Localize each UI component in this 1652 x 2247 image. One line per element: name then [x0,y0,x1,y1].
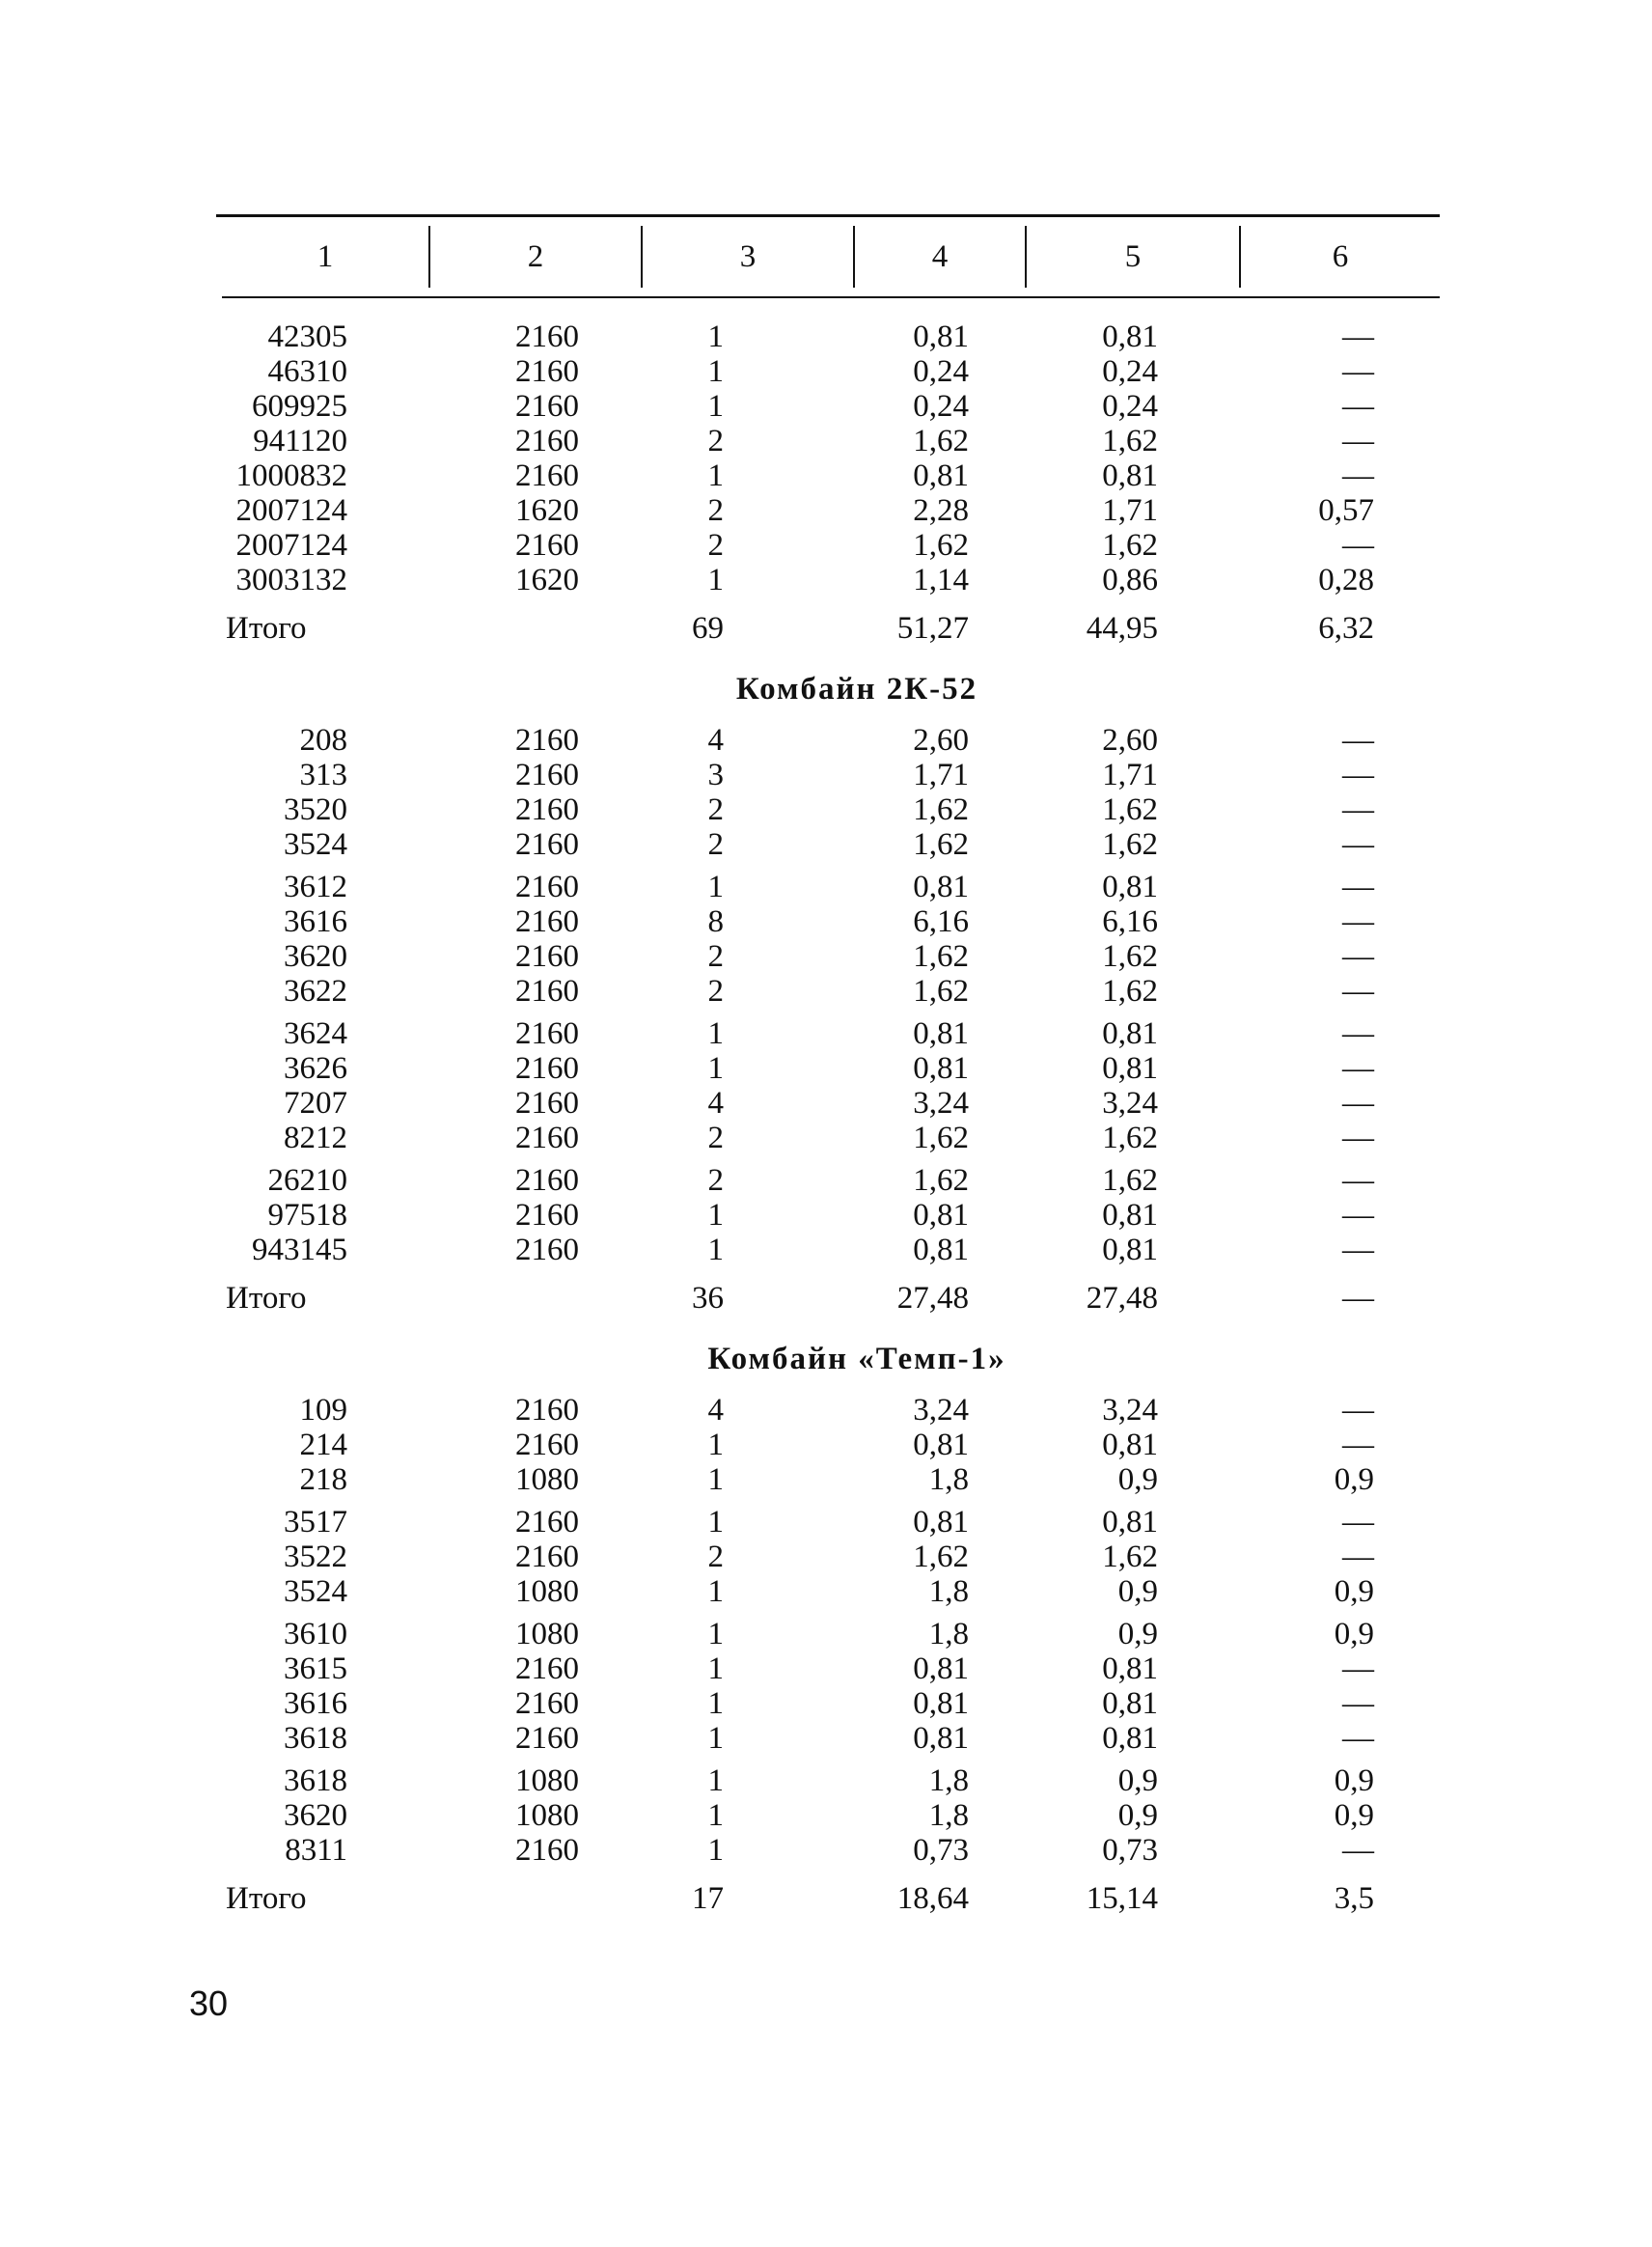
table-cell: — [1342,758,1374,792]
table-row [216,1121,1440,1155]
table-cell: 2 [707,1121,724,1155]
table-cell: 27,48 [896,1281,969,1316]
table-cell: 2160 [515,827,579,862]
table-cell: 3,24 [913,1393,969,1428]
table-cell: 1 [707,1198,724,1233]
table-cell: — [1342,389,1374,424]
table-cell: 1,62 [913,792,969,827]
table-cell: 1,62 [1102,1163,1158,1198]
table-cell: 2160 [515,939,579,974]
table-cell: 1,62 [1102,827,1158,862]
table-cell: — [1342,1281,1374,1316]
table-cell: 2 [707,424,724,458]
table-cell: 0,24 [913,389,969,424]
table-cell: 1080 [515,1574,579,1609]
table-cell: — [1342,1540,1374,1574]
table-cell: 26210 [267,1163,347,1198]
table-cell: 1,8 [928,1617,969,1651]
table-cell: 0,9 [1117,1798,1158,1833]
data-table [216,214,1440,1926]
column-header: 6 [1332,239,1349,274]
table-cell: 1,62 [913,827,969,862]
table-cell: 0,81 [1102,1233,1158,1267]
table-cell: 0,9 [1117,1763,1158,1798]
table-cell: — [1342,939,1374,974]
table-row [216,389,1440,424]
table-cell: 0,81 [913,1051,969,1086]
column-header: 2 [430,226,643,288]
table-cell: 1,8 [928,1574,969,1609]
table-row [216,1686,1440,1721]
table-cell: 1,8 [928,1462,969,1497]
table-cell: 313 [299,758,347,792]
table-cell: 0,81 [1102,870,1158,904]
table-cell: 2160 [515,1428,579,1462]
table-cell: 0,81 [913,1198,969,1233]
table-cell: 0,9 [1117,1574,1158,1609]
table-cell: 0,73 [913,1833,969,1868]
table-cell: 97518 [267,1198,347,1233]
table-cell: 1620 [515,563,579,597]
table-cell: 1 [707,319,724,354]
table-cell: 1 [707,1686,724,1721]
table-cell: 3618 [284,1763,347,1798]
table-cell: — [1342,1686,1374,1721]
table-cell: 0,24 [913,354,969,389]
table-cell: 17 [692,1881,724,1916]
table-cell: 2160 [515,319,579,354]
row-group-gap [216,1155,1440,1163]
table-cell: 2 [707,493,724,528]
table-cell: 2 [707,1540,724,1574]
table-cell [347,1271,579,1325]
table-cell: 941120 [253,424,347,458]
table-cell: 2160 [515,458,579,493]
table-cell: 2160 [515,1198,579,1233]
section-title: Комбайн 2К-52 [735,672,978,707]
table-cell: 3520 [284,792,347,827]
table-cell: — [1342,974,1374,1009]
table-cell: — [1342,319,1374,354]
table-cell: 1 [707,354,724,389]
table-cell: 0,73 [1102,1833,1158,1868]
table-cell: 6,32 [1318,611,1374,646]
table-cell: 3616 [284,904,347,939]
table-cell: — [1342,1233,1374,1267]
table-cell: 3,24 [1102,1086,1158,1121]
table-cell: — [1342,723,1374,758]
total-row [216,1872,1440,1926]
table-cell: 1,8 [928,1763,969,1798]
table-cell: 1,62 [1102,1540,1158,1574]
table-cell: 1,14 [913,563,969,597]
table-cell: 1 [707,1617,724,1651]
table-cell: 0,81 [913,1233,969,1267]
table-cell: 1,62 [1102,528,1158,563]
table-cell: 0,9 [1334,1462,1374,1497]
table-row [216,424,1440,458]
table-cell: 0,9 [1334,1798,1374,1833]
table-row [216,1617,1440,1651]
table-cell: 0,81 [1102,1051,1158,1086]
table-row [216,1051,1440,1086]
table-cell: 2160 [515,723,579,758]
table-cell: Итого [226,1881,307,1916]
table-cell: 0,81 [1102,1505,1158,1540]
table-cell: 0,86 [1102,563,1158,597]
table-row [216,493,1440,528]
table-cell: 4 [707,1086,724,1121]
table-cell: 2 [707,827,724,862]
table-cell: 2160 [515,1086,579,1121]
table-row [216,1540,1440,1574]
table-cell: 0,81 [1102,1428,1158,1462]
row-group-gap [216,1497,1440,1505]
table-cell: 2,28 [913,493,969,528]
table-row [216,563,1440,597]
table-cell: 18,64 [896,1881,969,1916]
table-cell: — [1342,1833,1374,1868]
table-cell: 1,62 [913,974,969,1009]
table-cell: 3003132 [235,563,347,597]
table-cell: 208 [299,723,347,758]
table-cell: 0,57 [1318,493,1374,528]
table-cell: — [1342,1651,1374,1686]
table-row [216,870,1440,904]
table-cell: — [1342,1505,1374,1540]
table-cell: 3517 [284,1505,347,1540]
table-cell: 0,81 [1102,1016,1158,1051]
table-cell: 51,27 [896,611,969,646]
table-cell: 0,9 [1117,1462,1158,1497]
table-row [216,723,1440,758]
table-cell: 1,62 [913,1121,969,1155]
table-cell: 1 [707,389,724,424]
table-cell: 214 [299,1428,347,1462]
table-cell: 8 [707,904,724,939]
table-cell: 3610 [284,1617,347,1651]
table-row [216,1086,1440,1121]
table-row [216,458,1440,493]
table-cell: 109 [299,1393,347,1428]
table-cell: 1 [707,1651,724,1686]
table-cell: 0,81 [1102,1721,1158,1756]
table-row [216,974,1440,1009]
table-cell: — [1342,1163,1374,1198]
table-cell: 2,60 [913,723,969,758]
table-cell: 2160 [515,354,579,389]
table-row [216,758,1440,792]
table-cell: — [1342,1016,1374,1051]
row-group-gap [216,1756,1440,1763]
table-cell: 2160 [515,1051,579,1086]
table-cell: 42305 [267,319,347,354]
row-group-gap [216,1009,1440,1016]
table-cell: 1,8 [928,1798,969,1833]
column-header: 1 [222,226,430,288]
table-cell: — [1342,1393,1374,1428]
table-cell: 2007124 [235,493,347,528]
table-cell: 2160 [515,758,579,792]
table-cell: 0,81 [913,1505,969,1540]
table-cell: 1 [707,870,724,904]
column-header: 5 [1027,226,1241,288]
table-row [216,1233,1440,1267]
table-cell: — [1342,1198,1374,1233]
table-cell: 1,71 [913,758,969,792]
table-cell: 3624 [284,1016,347,1051]
total-row [216,601,1440,655]
table-cell: 1000832 [235,458,347,493]
table-cell: 2160 [515,1233,579,1267]
table-cell: 0,24 [1102,389,1158,424]
table-cell: 2160 [515,1121,579,1155]
table-row [216,792,1440,827]
column-header: 4 [855,226,1027,288]
table-cell: — [1342,1721,1374,1756]
table-cell: 2160 [515,904,579,939]
table-cell: 1,62 [913,939,969,974]
table-cell: 2160 [515,1505,579,1540]
table-cell: Итого [226,1281,307,1316]
table-cell: 0,24 [1102,354,1158,389]
table-cell: 4 [707,1393,724,1428]
table-cell: 1 [707,1505,724,1540]
table-cell: — [1342,870,1374,904]
table-cell: — [1342,354,1374,389]
table-row [216,1763,1440,1798]
table-cell: — [1342,1121,1374,1155]
table-cell: 46310 [267,354,347,389]
table-cell: 8311 [285,1833,347,1868]
table-cell: 2007124 [235,528,347,563]
table-row [216,1016,1440,1051]
table-cell: 0,81 [1102,458,1158,493]
table-cell: 2160 [515,870,579,904]
table-cell: 1,62 [1102,939,1158,974]
table-cell: 6,16 [1102,904,1158,939]
table-cell: 2160 [515,424,579,458]
table-cell: 2160 [515,1393,579,1428]
table-row [216,1198,1440,1233]
table-cell: 0,81 [913,1686,969,1721]
table-cell: 27,48 [1086,1281,1158,1316]
table-cell: 2160 [515,1540,579,1574]
table-cell: 3 [707,758,724,792]
table-cell: 1 [707,1833,724,1868]
table-cell: 44,95 [1086,611,1158,646]
table-cell: 1080 [515,1462,579,1497]
table-cell: 3626 [284,1051,347,1086]
table-cell: 2160 [515,1016,579,1051]
table-cell: 1 [707,1233,724,1267]
table-cell: 0,81 [913,1016,969,1051]
table-row [216,904,1440,939]
table-cell: — [1342,904,1374,939]
table-cell: 1,71 [1102,758,1158,792]
table-cell: 2160 [515,1721,579,1756]
table-cell: 3612 [284,870,347,904]
table-cell: 3620 [284,1798,347,1833]
table-cell: 0,9 [1334,1763,1374,1798]
table-row [216,1505,1440,1540]
table-cell: 609925 [252,389,347,424]
table-cell: 3524 [284,1574,347,1609]
table-row [216,1428,1440,1462]
table-row [216,1651,1440,1686]
table-cell: 3522 [284,1540,347,1574]
table-row [216,827,1440,862]
table-cell: 1,62 [1102,974,1158,1009]
table-cell: 3616 [284,1686,347,1721]
table-cell: 2160 [515,1163,579,1198]
table-cell: 1080 [515,1617,579,1651]
table-cell: 1,62 [913,528,969,563]
table-cell: 2160 [515,528,579,563]
table-cell: 3524 [284,827,347,862]
table-cell: — [1342,458,1374,493]
table-cell: 1,62 [913,424,969,458]
table-row [216,1163,1440,1198]
table-cell: 0,81 [1102,319,1158,354]
table-row [216,319,1440,354]
table-cell: 2,60 [1102,723,1158,758]
table-cell: 15,14 [1086,1881,1158,1916]
table-cell: 1,62 [913,1540,969,1574]
table-cell: 2 [707,792,724,827]
table-cell: 1 [707,563,724,597]
table-cell: 2 [707,974,724,1009]
table-cell: 3615 [284,1651,347,1686]
table-cell: 7207 [284,1086,347,1121]
table-cell [347,1872,579,1926]
table-cell: 8212 [284,1121,347,1155]
table-cell: 3622 [284,974,347,1009]
table-cell: — [1342,424,1374,458]
table-cell: 218 [299,1462,347,1497]
table-cell [347,601,579,655]
table-cell: — [1342,1051,1374,1086]
table-cell: 0,81 [1102,1198,1158,1233]
table-cell: 2160 [515,1651,579,1686]
table-cell: 0,81 [913,1428,969,1462]
table-cell: 1620 [515,493,579,528]
table-row [216,939,1440,974]
table-cell: 1,62 [1102,424,1158,458]
table-cell: — [1342,1428,1374,1462]
table-cell: 6,16 [913,904,969,939]
table-cell: 2160 [515,974,579,1009]
column-header: 3 [643,226,855,288]
table-cell: 1 [707,1428,724,1462]
table-cell: — [1342,1086,1374,1121]
table-cell: 0,9 [1334,1574,1374,1609]
table-cell: 1,62 [1102,1121,1158,1155]
table-cell: 0,28 [1318,563,1374,597]
table-cell: 1 [707,1574,724,1609]
row-group-gap [216,862,1440,870]
section-title: Комбайн «Темп-1» [707,1342,1006,1376]
table-cell: 2 [707,528,724,563]
table-cell: 3,24 [1102,1393,1158,1428]
table-cell: 1,62 [913,1163,969,1198]
table-cell: 1 [707,1721,724,1756]
table-cell: 943145 [252,1233,347,1267]
table-cell: 0,81 [913,458,969,493]
table-cell: 3618 [284,1721,347,1756]
table-cell: — [1342,792,1374,827]
table-cell: 0,81 [1102,1651,1158,1686]
table-cell: 36 [692,1281,724,1316]
table-cell: 1 [707,1763,724,1798]
table-row [216,1574,1440,1609]
table-cell: 0,81 [1102,1686,1158,1721]
table-header [222,217,1440,298]
table-cell: 1080 [515,1798,579,1833]
table-cell: 2 [707,939,724,974]
table-row [216,528,1440,563]
table-cell: 0,81 [913,319,969,354]
table-cell: Итого [226,611,307,646]
table-cell: 0,81 [913,1651,969,1686]
table-cell: 0,81 [913,1721,969,1756]
table-cell: 1 [707,1051,724,1086]
row-group-gap [216,1609,1440,1617]
table-row [216,1798,1440,1833]
table-cell: 2160 [515,1686,579,1721]
table-cell: 1080 [515,1763,579,1798]
table-cell: 0,9 [1334,1617,1374,1651]
table-cell: — [1342,528,1374,563]
table-cell: 1 [707,1798,724,1833]
table-cell: 3620 [284,939,347,974]
table-cell: — [1342,827,1374,862]
table-cell: 1 [707,458,724,493]
table-row [216,354,1440,389]
table-cell: 0,9 [1117,1617,1158,1651]
table-cell: 1 [707,1462,724,1497]
table-cell: 3,5 [1334,1881,1374,1916]
table-cell: 0,81 [913,870,969,904]
page-number: 30 [189,1983,229,2023]
table-cell: 2160 [515,792,579,827]
table-cell: 2 [707,1163,724,1198]
table-cell: 3,24 [913,1086,969,1121]
table-cell: 1,71 [1102,493,1158,528]
table-cell: 2160 [515,1833,579,1868]
table-cell: 1 [707,1016,724,1051]
table-cell: 1,62 [1102,792,1158,827]
total-row [216,1271,1440,1325]
table-cell: 4 [707,723,724,758]
table-cell: 69 [692,611,724,646]
table-body [216,319,1440,1926]
table-row [216,1833,1440,1868]
table-cell: 2160 [515,389,579,424]
table-row [216,1721,1440,1756]
table-row [216,1393,1440,1428]
table-row [216,1462,1440,1497]
